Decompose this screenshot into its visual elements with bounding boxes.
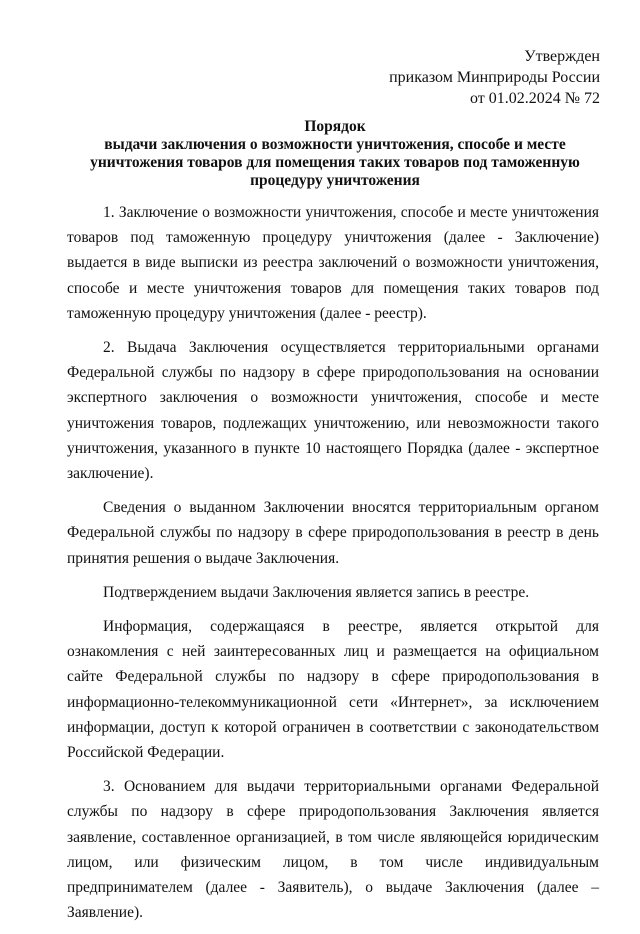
- approval-order-line: приказом Минприроды России: [389, 69, 600, 86]
- approval-block: [389, 46, 600, 109]
- paragraph-6: 3. Основанием для выдачи территориальными органами Федеральной службы по надзору в сфере природопользования Заключения является заявление, составленное организацией, в том числе являющейся юридическим лицом, или физическим лицом, в том числе индивидуальным предпринимателем (далее - Заявитель), о выдаче Заключения (далее – Заявление).: [67, 778, 599, 922]
- title-heading: Порядок: [304, 118, 366, 135]
- paragraph-1: 1. Заключение о возможности уничтожения, способе и месте уничтожения товаров под таможенную процедуру уничтожения (далее - Заключение) выдается в виде выписки из реестра заключений о возможности уничтожения, способе и месте уничтожения товаров для помещения таких товаров под таможенную процедуру уничтожения (далее - реестр).: [67, 204, 599, 322]
- paragraph-5: Информация, содержащаяся в реестре, является открытой для ознакомления с ней заинтересованных лиц и размещается на официальном сайте Федеральной службы по надзору в сфере природопользования в информационно-телекоммуникационной сети «Интернет», за исключением информации, доступ к которой ограничен в соответствии с законодательством Российской Федерации.: [67, 618, 599, 762]
- title-line: процедуру уничтожения: [250, 172, 420, 189]
- approval-date-line: от 01.02.2024 № 72: [469, 90, 600, 107]
- document-title: [70, 118, 600, 190]
- title-line: выдачи заключения о возможности уничтожения, способе и месте: [104, 136, 566, 153]
- title-line: уничтожения товаров для помещения таких товаров под таможенную: [90, 154, 580, 171]
- approval-line: Утвержден: [524, 48, 600, 65]
- paragraph-3: Сведения о выданном Заключении вносятся территориальным органом Федеральной службы по надзору в сфере природопользования в реестр в день принятия решения о выдаче Заключения.: [67, 499, 599, 567]
- paragraph-4: Подтверждением выдачи Заключения является запись в реестре.: [103, 583, 530, 601]
- paragraph-2: 2. Выдача Заключения осуществляется территориальными органами Федеральной службы по надзору в сфере природопользования на основании экспертного заключения о возможности уничтожения, способе и месте уничтожения товаров, подлежащих уничтожению, или невозможности такого уничтожения, указанного в пункте 10 настоящего Порядка (далее - экспертное заключение).: [67, 339, 599, 483]
- document-body: [67, 200, 599, 934]
